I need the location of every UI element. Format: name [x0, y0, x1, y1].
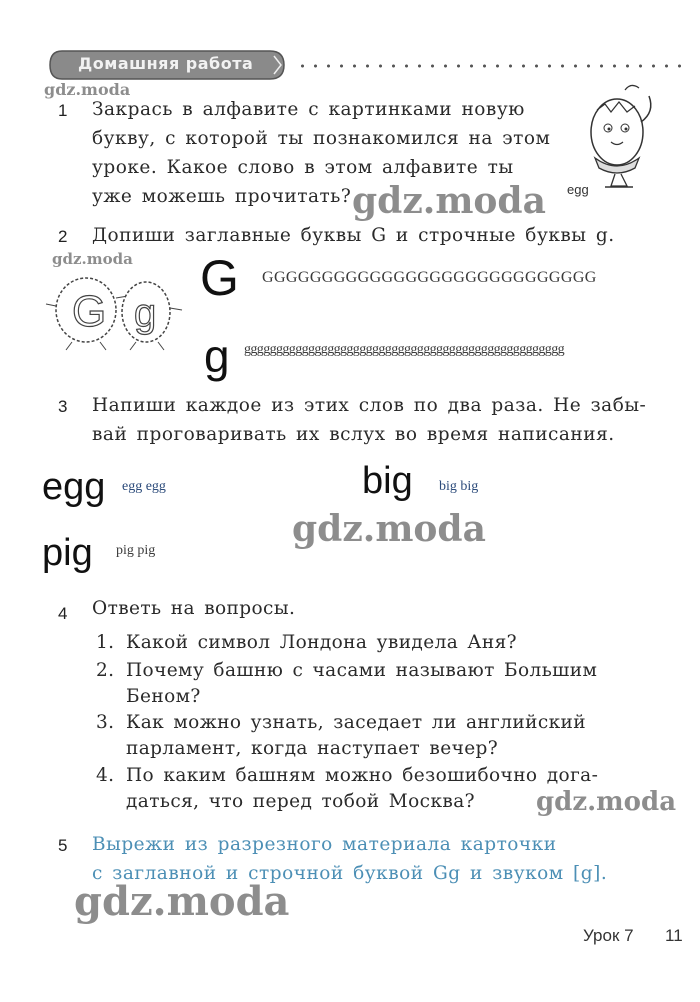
question-line: даться, что перед тобой Москва? [126, 791, 475, 812]
question-number: 2. [96, 660, 115, 681]
task1-line: уроке. Какое слово в этом алфавите ты [92, 157, 514, 178]
word-big-written: big big [439, 479, 479, 494]
question-line: Почему башню с часами называют Большим [126, 660, 598, 681]
capital-letter-g: G [200, 250, 239, 306]
task1-line: Закрась в алфавите с картинками новую [92, 99, 525, 120]
task3-line: вай проговаривать их вслух во время написания. [92, 424, 615, 445]
task1-number: 1 [58, 101, 68, 120]
task5-line: с заглавной и строчной буквой Gg и звуком [g]. [92, 863, 608, 884]
question-line: Как можно узнать, заседает ли английский [126, 712, 587, 733]
question-number: 1. [96, 632, 115, 653]
word-pig: pig [42, 532, 93, 574]
watermark-large: gdz.moda [352, 180, 546, 222]
task5-line: Вырежи из разрезного материала карточки [92, 834, 557, 855]
watermark-large: gdz.moda [74, 878, 290, 925]
page-number: 11 [665, 926, 683, 945]
task2-text: Допиши заглавные буквы G и строчные буквы g. [92, 225, 615, 246]
question-line: парламент, когда наступает вечер? [126, 738, 499, 759]
watermark-medium: gdz.moda [536, 787, 677, 817]
svg-text:G: G [72, 287, 107, 336]
watermark-small: gdz.moda [52, 250, 133, 268]
watermark-small: gdz.moda [44, 80, 131, 99]
small-g-handwriting-row: gggggggggggggggggggggggggggggggggggggggggggggggggg [244, 342, 565, 357]
word-pig-written: pig pig [116, 543, 156, 558]
header-dots-divider [296, 64, 686, 68]
header-title: Домашняя работа [78, 54, 254, 73]
task3-number: 3 [58, 397, 68, 416]
capital-g-handwriting-row: GGGGGGGGGGGGGGGGGGGGGGGGGGGG [262, 269, 597, 286]
question-line: Беном? [126, 686, 201, 707]
task4-intro: Ответь на вопросы. [92, 598, 296, 619]
word-big: big [362, 460, 413, 502]
lesson-label: Урок 7 [583, 926, 634, 945]
task1-line: букву, с которой ты познакомился на этом [92, 128, 551, 149]
question-line: По каким башням можно безошибочно дога- [126, 765, 599, 786]
word-egg-written: egg egg [122, 479, 166, 494]
question-number: 4. [96, 765, 115, 786]
section-header [48, 48, 286, 82]
question-line: Какой символ Лондона увидела Аня? [126, 632, 517, 653]
small-letter-g: g [204, 330, 230, 382]
svg-text:g: g [134, 291, 157, 335]
watermark-large: gdz.moda [292, 508, 486, 550]
task2-number: 2 [58, 227, 68, 246]
task3-line: Напиши каждое из этих слов по два раза. Не забы- [92, 395, 647, 416]
egg-caption: egg [567, 182, 589, 197]
letter-g-characters-illustration [42, 268, 192, 352]
task3-text [92, 391, 646, 449]
question-number: 3. [96, 712, 115, 733]
egg-character-illustration [575, 82, 665, 192]
task5-number: 5 [58, 836, 68, 855]
task1-line: уже можешь прочитать? [92, 186, 352, 207]
task4-number: 4 [58, 604, 68, 623]
word-egg: egg [42, 466, 106, 508]
